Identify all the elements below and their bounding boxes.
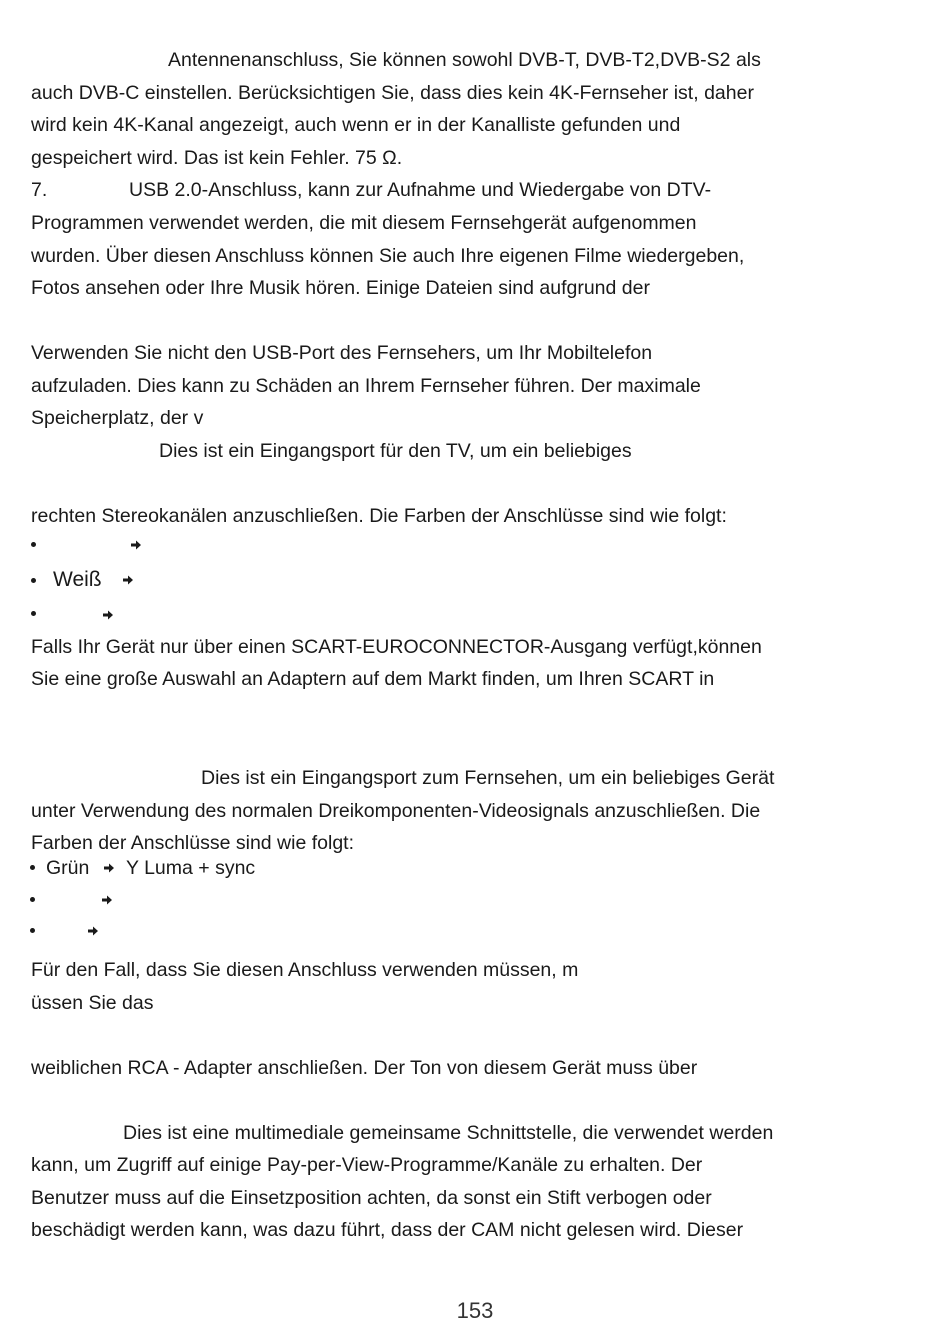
text-line: aufzuladen. Dies kann zu Schäden an Ihrem Fernseher führen. Der maximale <box>31 375 701 397</box>
arrow-right-icon <box>103 862 115 874</box>
bullet-dot <box>31 578 36 583</box>
text-line: üssen Sie das <box>31 992 154 1014</box>
text-line: Antennenanschluss, Sie können sowohl DVB-T, DVB-T2,DVB-S2 als <box>168 49 761 71</box>
text-line: Verwenden Sie nicht den USB-Port des Fernsehers, um Ihr Mobiltelefon <box>31 342 653 364</box>
text-line: Falls Ihr Gerät nur über einen SCART-EUROCONNECTOR-Ausgang verfügt,können <box>31 636 762 658</box>
text-line: auch DVB-C einstellen. Berücksichtigen Sie, dass dies kein 4K-Fernseher ist, daher <box>31 82 754 104</box>
arrow-right-icon <box>87 925 99 937</box>
bullet-dot <box>30 897 35 902</box>
list-number: 7. <box>31 179 48 201</box>
bullet-value-green: Y Luma + sync <box>126 857 256 879</box>
arrow-right-icon <box>122 574 134 586</box>
text-line: Für den Fall, dass Sie diesen Anschluss verwenden müssen, m <box>31 959 579 981</box>
text-line: rechten Stereokanälen anzuschließen. Die Farben der Anschlüsse sind wie folgt: <box>31 505 727 527</box>
text-line: wurden. Über diesen Anschluss können Sie auch Ihre eigenen Filme wiedergeben, <box>31 245 745 267</box>
text-line: Speicherplatz, der v <box>31 407 204 429</box>
text-line: Dies ist eine multimediale gemeinsame Schnittstelle, die verwendet werden <box>123 1122 774 1144</box>
text-line: weiblichen RCA - Adapter anschließen. Der Ton von diesem Gerät muss über <box>31 1057 698 1079</box>
text-line: Dies ist ein Eingangsport zum Fernsehen, um ein beliebiges Gerät <box>201 767 775 789</box>
arrow-right-icon <box>102 609 114 621</box>
bullet-dot <box>30 865 35 870</box>
arrow-right-icon <box>130 539 142 551</box>
page-number: 153 <box>456 1298 494 1323</box>
bullet-dot <box>31 611 36 616</box>
text-line: Programmen verwendet werden, die mit diesem Fernsehgerät aufgenommen <box>31 212 697 234</box>
bullet-label-green: Grün <box>46 857 90 879</box>
text-line: wird kein 4K-Kanal angezeigt, auch wenn er in der Kanalliste gefunden und <box>31 114 681 136</box>
text-line: beschädigt werden kann, was dazu führt, dass der CAM nicht gelesen wird. Dieser <box>31 1219 744 1241</box>
bullet-dot <box>31 542 36 547</box>
text-line: USB 2.0-Anschluss, kann zur Aufnahme und Wiedergabe von DTV- <box>129 179 712 201</box>
bullet-label-white: Weiß <box>53 568 102 591</box>
bullet-dot <box>30 928 35 933</box>
text-line: gespeichert wird. Das ist kein Fehler. 75 Ω. <box>31 147 403 169</box>
text-line: unter Verwendung des normalen Dreikomponenten-Videosignals anzuschließen. Die <box>31 800 761 822</box>
text-line: Benutzer muss auf die Einsetzposition achten, da sonst ein Stift verbogen oder <box>31 1187 712 1209</box>
text-line: Sie eine große Auswahl an Adaptern auf dem Markt finden, um Ihren SCART in <box>31 668 715 690</box>
text-line: kann, um Zugriff auf einige Pay-per-View-Programme/Kanäle zu erhalten. Der <box>31 1154 703 1176</box>
text-line: Farben der Anschlüsse sind wie folgt: <box>31 832 355 854</box>
arrow-right-icon <box>101 894 113 906</box>
text-line: Dies ist ein Eingangsport für den TV, um ein beliebiges <box>159 440 632 462</box>
text-line: Fotos ansehen oder Ihre Musik hören. Einige Dateien sind aufgrund der <box>31 277 650 299</box>
